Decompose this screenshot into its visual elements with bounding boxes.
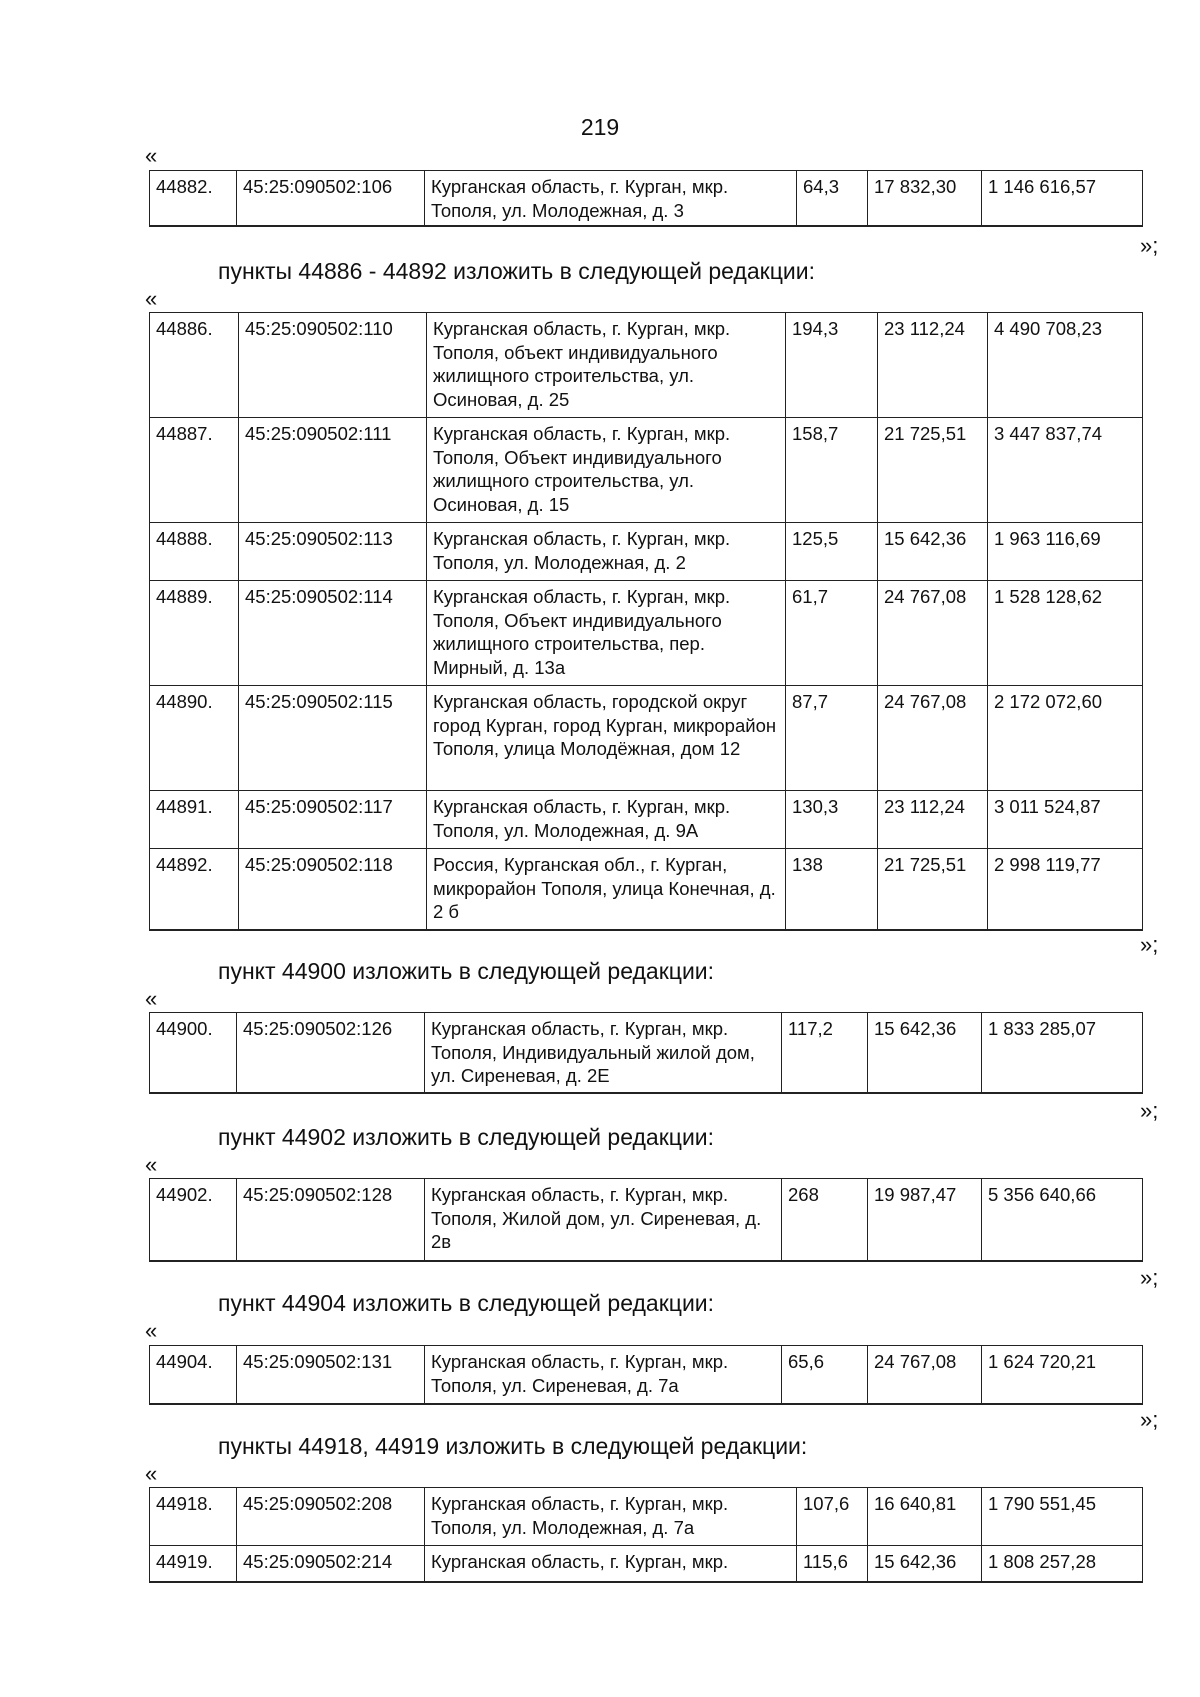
cadastral-number: 45:25:090502:111: [239, 418, 427, 523]
table-row: [150, 523, 1143, 581]
cadastral-number: 45:25:090502:208: [237, 1488, 425, 1546]
total-value: 1 833 285,07: [982, 1013, 1143, 1093]
closing-quote: »;: [1140, 1098, 1159, 1123]
price-per-unit: 15 642,36: [878, 523, 988, 581]
table-row: [150, 1546, 1143, 1582]
price-per-unit: 24 767,08: [878, 581, 988, 686]
amendment-text: пункты 44886 - 44892 изложить в следующей редакции:: [218, 258, 815, 284]
address: Курганская область, г. Курган, мкр. Тополя, ул. Молодежная, д. 9А: [427, 791, 786, 849]
cadastral-number: 45:25:090502:114: [239, 581, 427, 686]
table-row: [150, 581, 1143, 686]
row-number: 44918.: [150, 1488, 237, 1546]
price-per-unit: 15 642,36: [868, 1546, 982, 1582]
address: Курганская область, г. Курган, мкр. Тополя, ул. Молодежная, д. 3: [425, 171, 797, 227]
property-table: [149, 1178, 1143, 1262]
page-number: 219: [580, 114, 620, 140]
price-per-unit: 16 640,81: [868, 1488, 982, 1546]
closing-quote: »;: [1140, 233, 1159, 258]
address: Курганская область, г. Курган, мкр.: [425, 1546, 797, 1582]
area: 115,6: [797, 1546, 868, 1582]
total-value: 2 172 072,60: [988, 686, 1143, 791]
price-per-unit: 24 767,08: [878, 686, 988, 791]
table-row: [150, 1346, 1143, 1404]
table-row: [150, 791, 1143, 849]
row-number: 44900.: [150, 1013, 237, 1093]
property-table: [149, 1345, 1143, 1405]
table-row: [150, 1179, 1143, 1261]
cadastral-number: 45:25:090502:214: [237, 1546, 425, 1582]
amendment-text: пункт 44900 изложить в следующей редакции:: [218, 958, 715, 984]
total-value: 1 790 551,45: [982, 1488, 1143, 1546]
total-value: 1 963 116,69: [988, 523, 1143, 581]
cadastral-number: 45:25:090502:117: [239, 791, 427, 849]
cadastral-number: 45:25:090502:113: [239, 523, 427, 581]
opening-quote: «: [145, 143, 158, 168]
opening-quote: «: [145, 286, 158, 311]
property-table: [149, 170, 1143, 227]
total-value: 3 011 524,87: [988, 791, 1143, 849]
price-per-unit: 23 112,24: [878, 791, 988, 849]
address: Курганская область, г. Курган, мкр. Тополя, ул. Молодежная, д. 2: [427, 523, 786, 581]
row-number: 44892.: [150, 849, 239, 930]
cadastral-number: 45:25:090502:128: [237, 1179, 425, 1261]
price-per-unit: 19 987,47: [868, 1179, 982, 1261]
area: 268: [782, 1179, 868, 1261]
area: 130,3: [786, 791, 878, 849]
area: 61,7: [786, 581, 878, 686]
table-row: [150, 418, 1143, 523]
address: Курганская область, г. Курган, мкр. Тополя, Объект индивидуального жилищного строительства, пер. Мирный, д. 13а: [427, 581, 786, 686]
area: 194,3: [786, 313, 878, 418]
row-number: 44891.: [150, 791, 239, 849]
area: 158,7: [786, 418, 878, 523]
price-per-unit: 21 725,51: [878, 849, 988, 930]
row-number: 44904.: [150, 1346, 237, 1404]
price-per-unit: 24 767,08: [868, 1346, 982, 1404]
cadastral-number: 45:25:090502:118: [239, 849, 427, 930]
price-per-unit: 17 832,30: [868, 171, 982, 227]
address: Курганская область, г. Курган, мкр. Тополя, Индивидуальный жилой дом, ул. Сиреневая, д. 2Е: [425, 1013, 782, 1093]
price-per-unit: 15 642,36: [868, 1013, 982, 1093]
cadastral-number: 45:25:090502:131: [237, 1346, 425, 1404]
total-value: 1 146 616,57: [982, 171, 1143, 227]
closing-quote: »;: [1140, 1265, 1159, 1290]
total-value: 2 998 119,77: [988, 849, 1143, 930]
table-row: [150, 686, 1143, 791]
amendment-text: пункты 44918, 44919 изложить в следующей редакции:: [218, 1433, 808, 1459]
row-number: 44890.: [150, 686, 239, 791]
row-number: 44887.: [150, 418, 239, 523]
total-value: 1 624 720,21: [982, 1346, 1143, 1404]
closing-quote: »;: [1140, 1407, 1159, 1432]
row-number: 44889.: [150, 581, 239, 686]
address: Курганская область, г. Курган, мкр. Тополя, ул. Молодежная, д. 7а: [425, 1488, 797, 1546]
area: 65,6: [782, 1346, 868, 1404]
total-value: 5 356 640,66: [982, 1179, 1143, 1261]
area: 117,2: [782, 1013, 868, 1093]
opening-quote: «: [145, 1461, 158, 1486]
total-value: 4 490 708,23: [988, 313, 1143, 418]
address: Курганская область, г. Курган, мкр. Тополя, ул. Сиреневая, д. 7а: [425, 1346, 782, 1404]
table-row: [150, 171, 1143, 227]
address: Курганская область, г. Курган, мкр. Тополя, объект индивидуального жилищного строительства, ул. Осиновая, д. 25: [427, 313, 786, 418]
closing-quote: »;: [1140, 932, 1159, 957]
row-number: 44888.: [150, 523, 239, 581]
table-row: [150, 313, 1143, 418]
table-row: [150, 1488, 1143, 1546]
cadastral-number: 45:25:090502:110: [239, 313, 427, 418]
opening-quote: «: [145, 1318, 158, 1343]
table-row: [150, 1013, 1143, 1093]
cadastral-number: 45:25:090502:106: [237, 171, 425, 227]
area: 107,6: [797, 1488, 868, 1546]
amendment-text: пункт 44902 изложить в следующей редакции:: [218, 1124, 715, 1150]
property-table: [149, 1487, 1143, 1583]
area: 138: [786, 849, 878, 930]
amendment-text: пункт 44904 изложить в следующей редакции:: [218, 1290, 715, 1316]
area: 125,5: [786, 523, 878, 581]
cadastral-number: 45:25:090502:115: [239, 686, 427, 791]
area: 64,3: [797, 171, 868, 227]
total-value: 1 528 128,62: [988, 581, 1143, 686]
total-value: 1 808 257,28: [982, 1546, 1143, 1582]
row-number: 44882.: [150, 171, 237, 227]
price-per-unit: 23 112,24: [878, 313, 988, 418]
address: Курганская область, г. Курган, мкр. Тополя, Жилой дом, ул. Сиреневая, д. 2в: [425, 1179, 782, 1261]
table-row: [150, 849, 1143, 930]
row-number: 44919.: [150, 1546, 237, 1582]
address: Курганская область, г. Курган, мкр. Тополя, Объект индивидуального жилищного строительства, ул. Осиновая, д. 15: [427, 418, 786, 523]
area: 87,7: [786, 686, 878, 791]
row-number: 44902.: [150, 1179, 237, 1261]
row-number: 44886.: [150, 313, 239, 418]
total-value: 3 447 837,74: [988, 418, 1143, 523]
address: Курганская область, городской округ город Курган, город Курган, микрорайон Тополя, улица Молодёжная, дом 12: [427, 686, 786, 791]
opening-quote: «: [145, 986, 158, 1011]
cadastral-number: 45:25:090502:126: [237, 1013, 425, 1093]
price-per-unit: 21 725,51: [878, 418, 988, 523]
property-table: [149, 312, 1143, 931]
address: Россия, Курганская обл., г. Курган, микрорайон Тополя, улица Конечная, д. 2 б: [427, 849, 786, 930]
opening-quote: «: [145, 1152, 158, 1177]
property-table: [149, 1012, 1143, 1094]
